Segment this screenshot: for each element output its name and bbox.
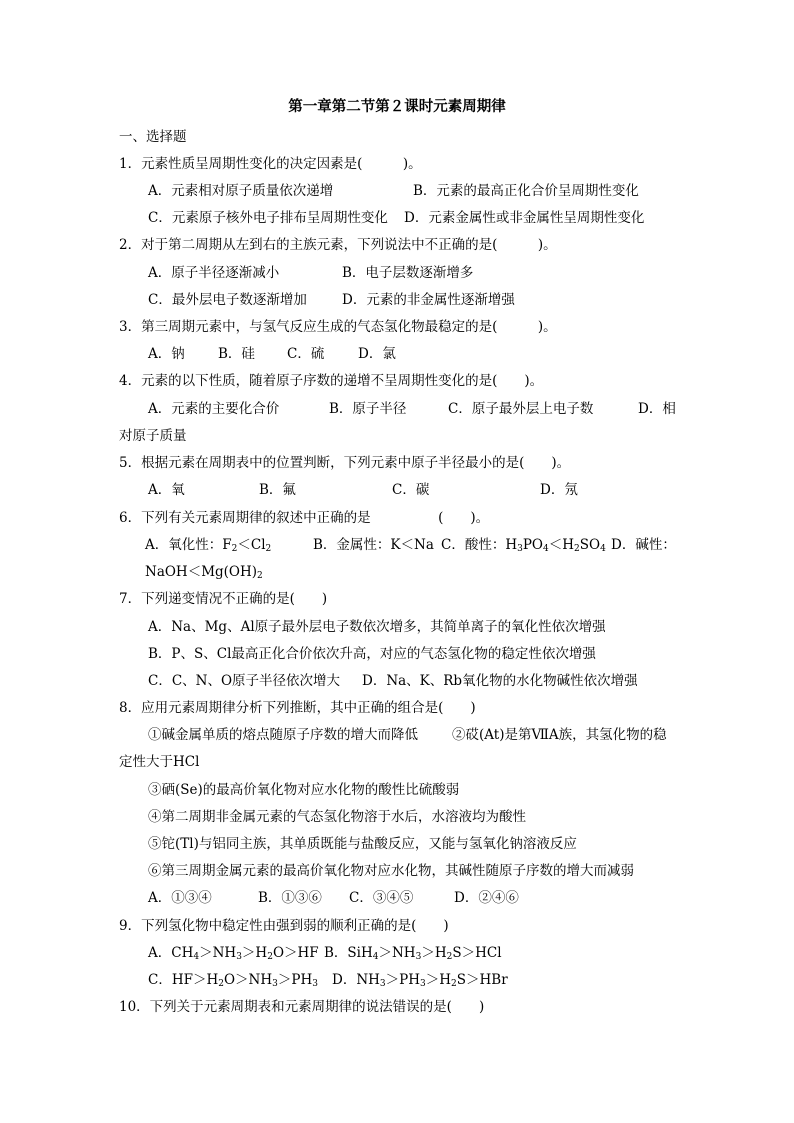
question-9-option-d: D．$NH_3>PH_3>H_2S>HBr$	[332, 972, 508, 989]
question-2-option-a: A．原子半径逐渐减小	[148, 265, 280, 281]
question-1-option-c: C．元素原子核外电子排布呈周期性变化	[148, 210, 388, 226]
question-8-option-a: A．①③④	[148, 890, 212, 906]
question-7-stem: 7．下列递变情况不正确的是( )	[119, 591, 328, 607]
question-2-option-c: C．最外层电子数逐渐增加	[148, 292, 307, 308]
question-9-option-c: C．$HF>H_2O>NH_3>PH_3$	[148, 972, 318, 989]
question-8-option-c: C．③④⑤	[349, 890, 414, 906]
question-3-option-c: C．硫	[287, 346, 325, 362]
question-2-option-b: B．电子层数逐渐增多	[342, 265, 474, 281]
question-8-statement-5: ⑤铊(Tl)与铝同主族，其单质既能与盐酸反应，又能与氢氧化钠溶液反应	[148, 836, 577, 852]
question-9-option-a: A．$CH_4>NH_3>H_2O>HF$	[148, 945, 319, 962]
question-5-option-a: A．氧	[148, 482, 185, 498]
question-5-option-b: B．氟	[259, 482, 296, 498]
question-4-stem: 4．元素的以下性质，随着原子序数的递增不呈周期性变化的是( )。	[119, 373, 544, 389]
question-6-option-d-continued: $NaOH<Mg(OH)_2$	[145, 564, 263, 581]
question-9-option-b: B．$SiH_4>NH_3>H_2S>HCl$	[324, 945, 502, 962]
question-7-option-b: B．P、S、Cl最高正化合价依次升高，对应的气态氢化物的稳定性依次增强	[148, 646, 596, 662]
page-title: 第一章第二节第２课时元素周期律	[288, 99, 506, 115]
question-8-statement-3: ③硒(Se)的最高价氧化物对应水化物的酸性比硫酸弱	[148, 782, 460, 798]
question-2-stem: 2．对于第二周期从左到右的主族元素，下列说法中不正确的是( )。	[119, 237, 557, 253]
question-1-option-d: D．元素金属性或非金属性呈周期性变化	[404, 210, 645, 226]
question-8-statement-1: ①碱金属单质的熔点随原子序数的增大而降低	[148, 727, 418, 743]
question-5-option-c: C．碳	[392, 482, 430, 498]
question-1-option-b: B．元素的最高正化合价呈周期性变化	[413, 183, 639, 199]
section-heading: 一、选择题	[119, 129, 187, 145]
question-8-statement-2-continued: 定性大于HCl	[119, 754, 200, 770]
question-7-option-a: A．Na、Mg、Al原子最外层电子数依次增多，其简单离子的氧化性依次增强	[148, 619, 606, 635]
question-4-option-a: A．元素的主要化合价	[148, 401, 280, 417]
question-7-option-d: D．Na、K、Rb氧化物的水化物碱性依次增强	[362, 673, 638, 689]
question-4-option-d: D．相	[638, 401, 676, 417]
question-8-option-b: B．①③⑥	[258, 890, 322, 906]
question-1-option-a: A．元素相对原子质量依次递增	[148, 183, 334, 199]
question-6-stem: 6．下列有关元素周期律的叙述中正确的是 ( )。	[119, 510, 490, 526]
question-4-option-d-continued: 对原子质量	[119, 428, 187, 444]
question-8-statement-2: ②砹(At)是第ⅦA族，其氢化物的稳	[452, 727, 667, 743]
question-6-option-a: A．氧化性：$F_2<Cl_2$	[145, 537, 272, 554]
question-3-option-d: D．氯	[358, 346, 396, 362]
question-2-option-d: D．元素的非金属性逐渐增强	[342, 292, 515, 308]
question-8-stem: 8．应用元素周期律分析下列推断，其中正确的组合是( )	[119, 700, 476, 716]
question-7-option-c: C．C、N、O原子半径依次增大	[148, 673, 341, 689]
question-3-option-a: A．钠	[148, 346, 185, 362]
question-10-stem: 10．下列关于元素周期表和元素周期律的说法错误的是( )	[119, 999, 485, 1015]
question-4-option-c: C．原子最外层上电子数	[448, 401, 594, 417]
question-6-option-d: D．碱性：	[611, 537, 676, 553]
question-8-option-d: D．②④⑥	[454, 890, 519, 906]
question-3-stem: 3．第三周期元素中，与氢气反应生成的气态氢化物最稳定的是( )。	[119, 319, 557, 335]
question-8-statement-4: ④第二周期非金属元素的气态氢化物溶于水后，水溶液均为酸性	[148, 809, 526, 825]
question-6-option-c: C．酸性：$H_3PO_4<H_2SO_4$	[441, 537, 606, 554]
question-1-stem: 1．元素性质呈周期性变化的决定因素是( )。	[119, 156, 422, 172]
question-5-option-d: D．氖	[540, 482, 578, 498]
question-5-stem: 5．根据元素在周期表中的位置判断，下列元素中原子半径最小的是( )。	[119, 455, 571, 471]
question-9-stem: 9．下列氢化物中稳定性由强到弱的顺利正确的是( )	[119, 918, 449, 934]
question-6-option-b: B．金属性：K＜Na	[313, 537, 434, 553]
question-8-statement-6: ⑥第三周期金属元素的最高价氧化物对应水化物，其碱性随原子序数的增大而减弱	[148, 863, 634, 879]
question-4-option-b: B．原子半径	[329, 401, 407, 417]
question-3-option-b: B．硅	[218, 346, 255, 362]
